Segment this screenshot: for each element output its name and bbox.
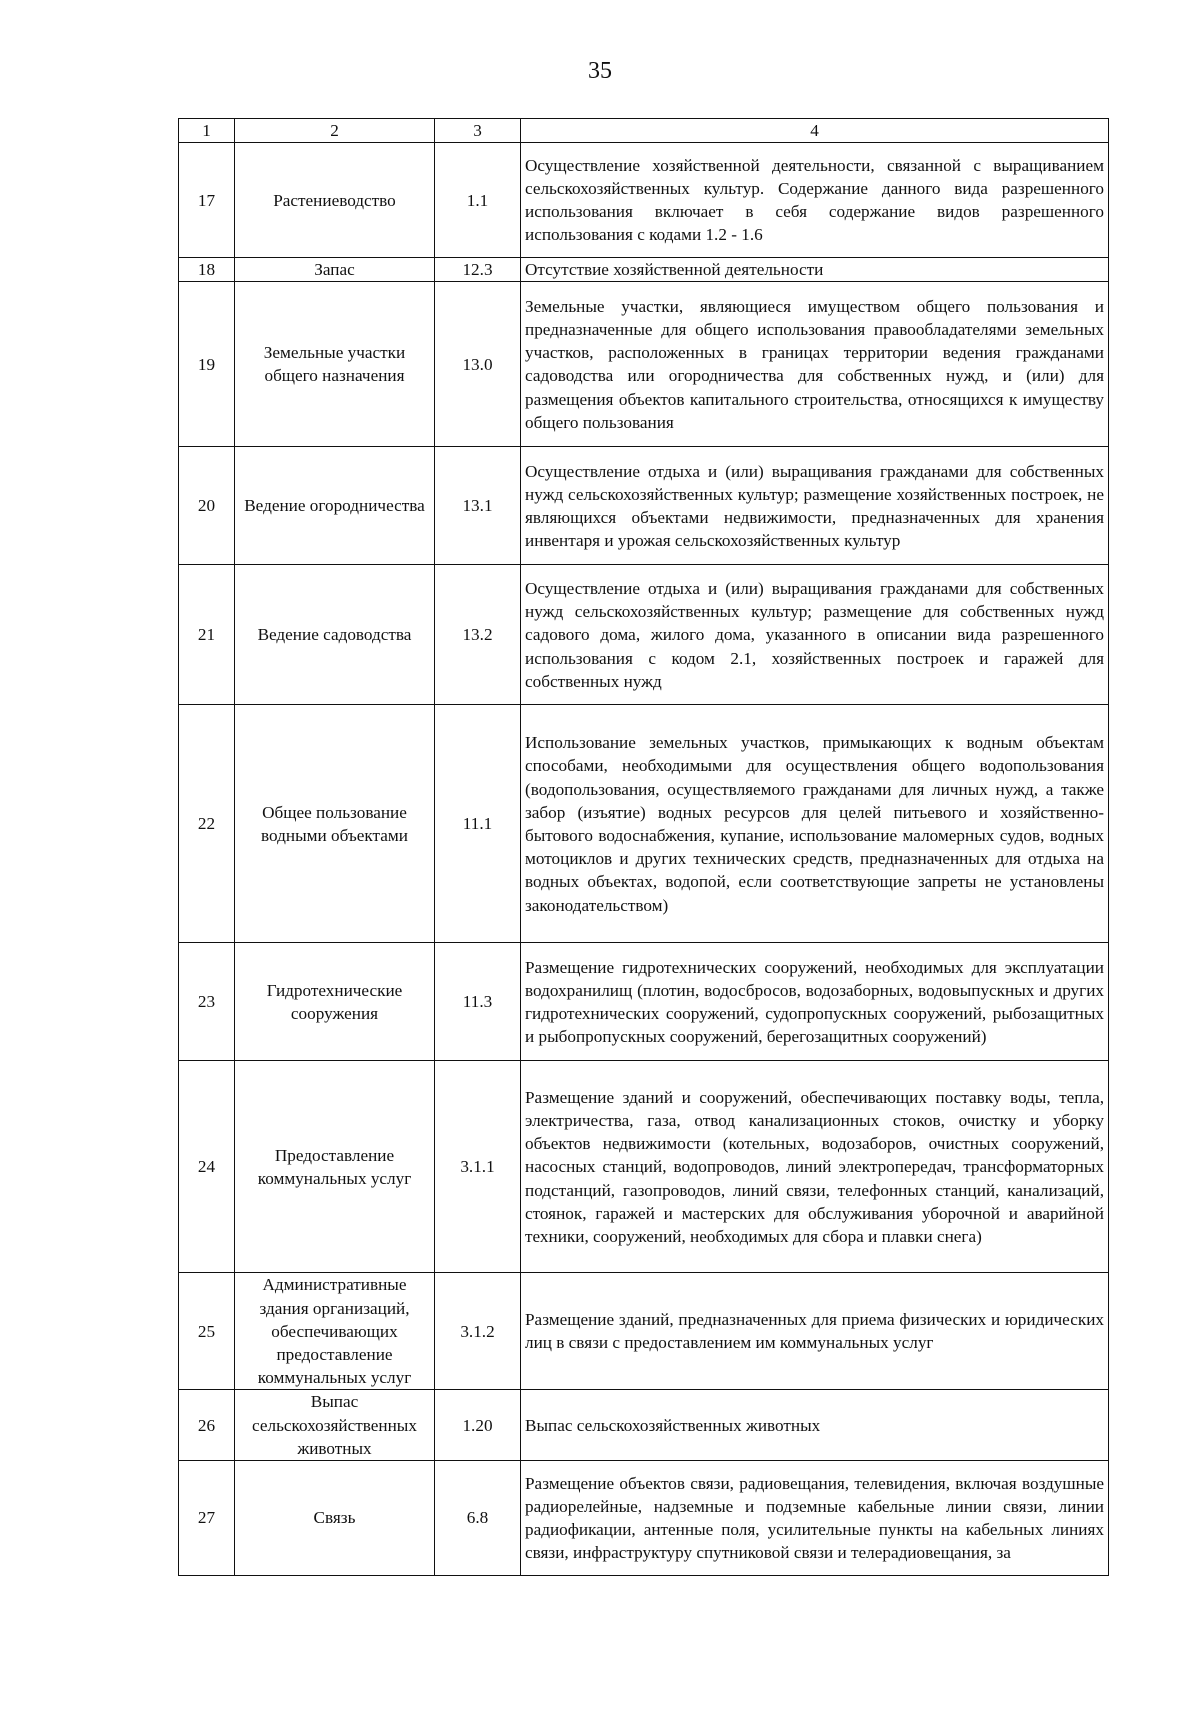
row-number: 23 [179,943,235,1061]
column-header: 1 [179,119,235,143]
page-number: 35 [588,58,612,84]
row-number: 18 [179,258,235,282]
table-row [179,1061,1109,1273]
use-type-name: Гидротехнические сооружения [235,943,435,1061]
use-type-code: 11.3 [435,943,521,1061]
row-number: 24 [179,1061,235,1273]
use-type-description: Земельные участки, являющиеся имуществом общего пользования и предназначенные для общего использования правообладателями земельных участков, расположенных в границах территории ведения гражданами садоводства или огородничества для собственных нужд, и (или) для размещения объектов капитального строительства, относящихся к имуществу общего пользования [521,282,1109,447]
use-type-code: 13.0 [435,282,521,447]
column-header: 3 [435,119,521,143]
row-number: 21 [179,565,235,705]
use-type-description: Размещение объектов связи, радиовещания, телевидения, включая воздушные радиорелейные, надземные и подземные кабельные линии связи, линии радиофикации, антенные поля, усилительные пункты на кабельных линиях связи, инфраструктуру спутниковой связи и телерадиовещания, за [521,1461,1109,1576]
use-type-name: Ведение огородничества [235,447,435,565]
table-header-row [179,119,1109,143]
use-type-name: Связь [235,1461,435,1576]
use-type-code: 1.20 [435,1390,521,1461]
use-type-code: 1.1 [435,143,521,258]
table-row [179,1390,1109,1461]
use-type-description: Отсутствие хозяйственной деятельности [521,258,1109,282]
table-row [179,1273,1109,1390]
row-number: 26 [179,1390,235,1461]
use-type-name: Земельные участки общего назначения [235,282,435,447]
use-type-name: Запас [235,258,435,282]
table-row [179,705,1109,943]
use-type-code: 11.1 [435,705,521,943]
table-row [179,565,1109,705]
table-row [179,282,1109,447]
row-number: 19 [179,282,235,447]
column-header: 4 [521,119,1109,143]
use-type-description: Осуществление хозяйственной деятельности, связанной с выращиванием сельскохозяйственных культур. Содержание данного вида разрешенного использования включает в себя содержание видов разрешенного использования с кодами 1.2 - 1.6 [521,143,1109,258]
row-number: 22 [179,705,235,943]
use-type-code: 3.1.2 [435,1273,521,1390]
use-type-code: 13.1 [435,447,521,565]
use-type-code: 13.2 [435,565,521,705]
use-type-name: Выпас сельскохозяйственных животных [235,1390,435,1461]
use-type-description: Использование земельных участков, примыкающих к водным объектам способами, необходимыми для осуществления общего водопользования (водопользования, осуществляемого гражданами для личных нужд, а также забор (изъятие) водных ресурсов для целей питьевого и хозяйственно-бытового водоснабжения, купание, использование маломерных судов, водных мотоциклов и других технических средств, предназначенных для отдыха на водных объектах, водопой, если соответствующие запреты не установлены законодательством) [521,705,1109,943]
use-type-description: Осуществление отдыха и (или) выращивания гражданами для собственных нужд сельскохозяйственных культур; размещение хозяйственных построек, не являющихся объектами недвижимости, предназначенных для хранения инвентаря и урожая сельскохозяйственных культур [521,447,1109,565]
use-type-code: 12.3 [435,258,521,282]
use-type-name: Общее пользование водными объектами [235,705,435,943]
column-header: 2 [235,119,435,143]
use-type-description: Выпас сельскохозяйственных животных [521,1390,1109,1461]
table-row [179,143,1109,258]
use-type-name: Административные здания организаций, обеспечивающих предоставление коммунальных услуг [235,1273,435,1390]
table-row [179,258,1109,282]
use-type-description: Размещение зданий и сооружений, обеспечивающих поставку воды, тепла, электричества, газа, отвод канализационных стоков, очистку и уборку объектов недвижимости (котельных, водозаборов, очистных сооружений, насосных станций, водопроводов, линий электропередач, трансформаторных подстанций, газопроводов, линий связи, телефонных станций, канализаций, стоянок, гаражей и мастерских для обслуживания уборочной и аварийной техники, сооружений, необходимых для сбора и плавки снега) [521,1061,1109,1273]
table-row [179,447,1109,565]
land-use-table [178,118,1109,1576]
table-row [179,1461,1109,1576]
use-type-description: Размещение зданий, предназначенных для приема физических и юридических лиц в связи с предоставлением им коммунальных услуг [521,1273,1109,1390]
use-type-code: 6.8 [435,1461,521,1576]
row-number: 25 [179,1273,235,1390]
use-type-description: Осуществление отдыха и (или) выращивания гражданами для собственных нужд сельскохозяйственных культур; размещение для собственных нужд садового дома, жилого дома, указанного в описании вида разрешенного использования с кодом 2.1, хозяйственных построек и гаражей для собственных нужд [521,565,1109,705]
use-type-description: Размещение гидротехнических сооружений, необходимых для эксплуатации водохранилищ (плотин, водосбросов, водозаборных, водовыпускных и других гидротехнических сооружений, судопропускных сооружений, рыбозащитных и рыбопропускных сооружений, берегозащитных сооружений) [521,943,1109,1061]
use-type-name: Растениеводство [235,143,435,258]
use-type-name: Предоставление коммунальных услуг [235,1061,435,1273]
row-number: 20 [179,447,235,565]
use-type-name: Ведение садоводства [235,565,435,705]
row-number: 17 [179,143,235,258]
table-row [179,943,1109,1061]
use-type-code: 3.1.1 [435,1061,521,1273]
row-number: 27 [179,1461,235,1576]
